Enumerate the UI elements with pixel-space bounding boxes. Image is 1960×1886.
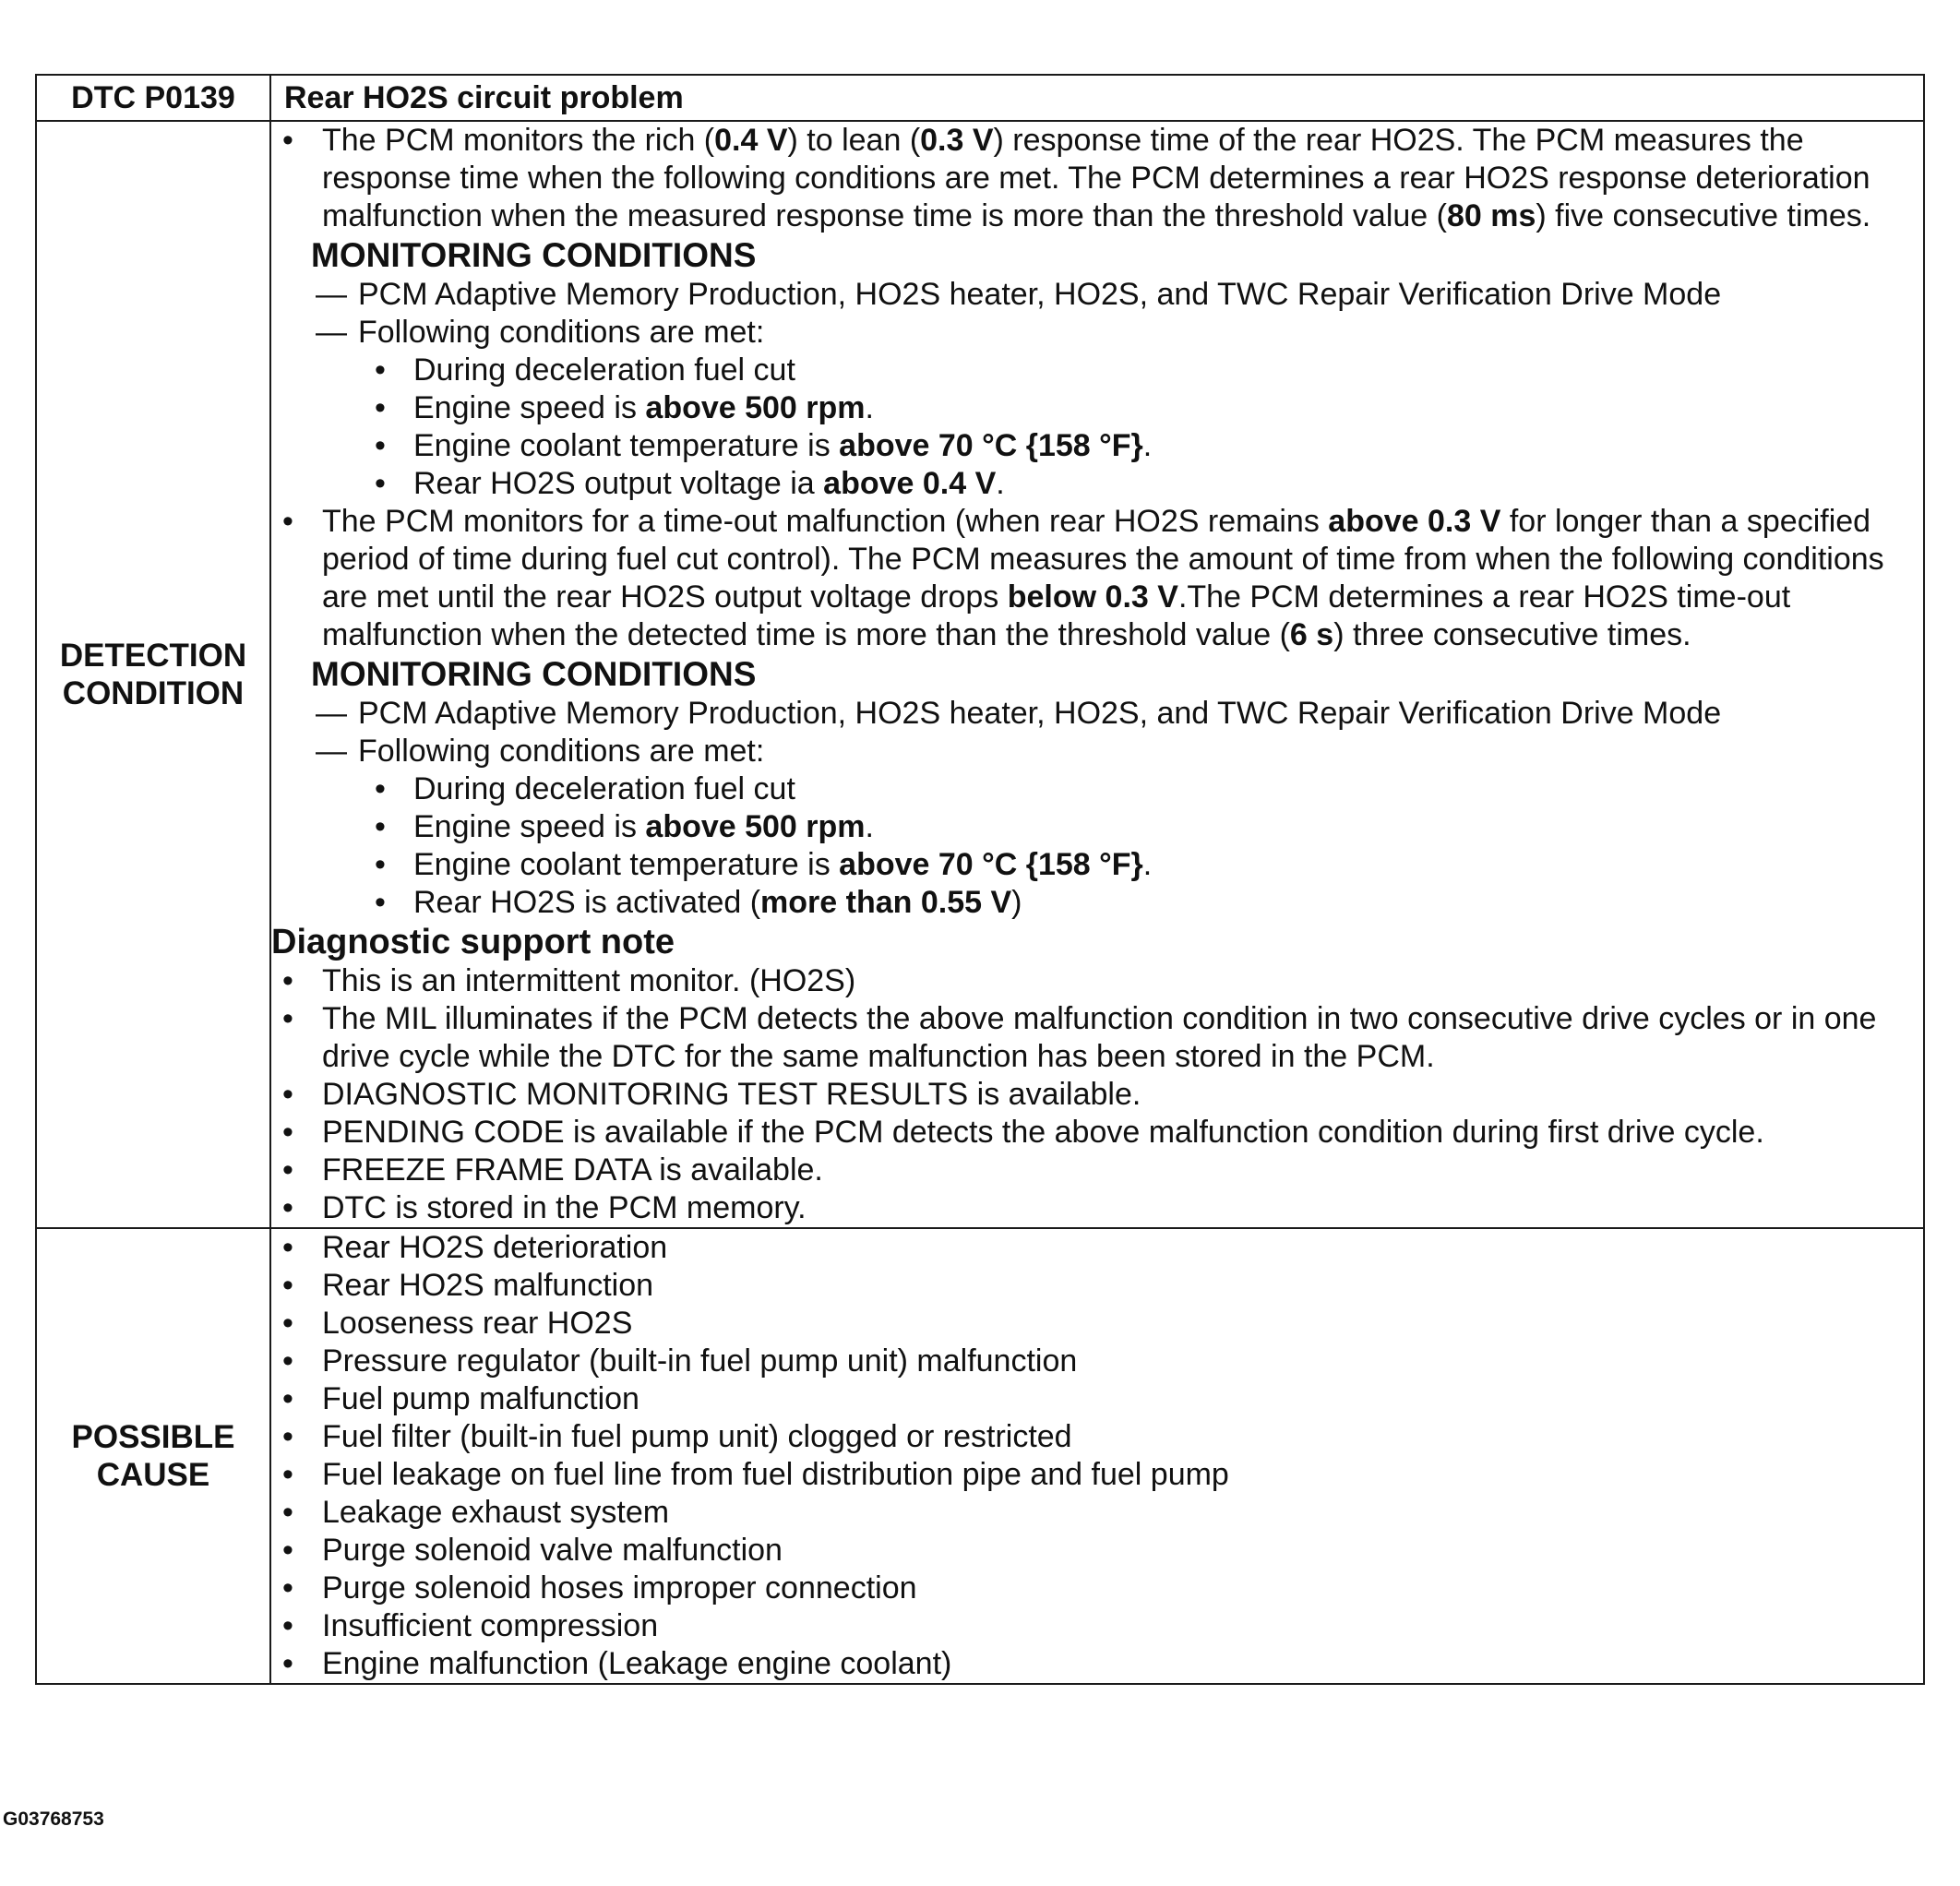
support-note-item: • PENDING CODE is available if the PCM detects the above malfunction condition during first drive cycle. bbox=[271, 1114, 1923, 1152]
cause-item: • Leakage exhaust system bbox=[271, 1494, 1923, 1532]
cause-item: • Pressure regulator (built-in fuel pump unit) malfunction bbox=[271, 1343, 1923, 1380]
monitoring-condition-item: — Following conditions are met: bbox=[271, 314, 1923, 352]
support-note-item: • The MIL illuminates if the PCM detects the above malfunction condition in two consecutive drive cycles or in one drive cycle while the DTC for the same malfunction has been stored in the PCM. bbox=[271, 1000, 1923, 1076]
cause-item: • Looseness rear HO2S bbox=[271, 1305, 1923, 1343]
support-note-item: • FREEZE FRAME DATA is available. bbox=[271, 1152, 1923, 1189]
cause-item: • Purge solenoid valve malfunction bbox=[271, 1532, 1923, 1570]
cause-item: • Rear HO2S malfunction bbox=[271, 1267, 1923, 1305]
cause-item: • Insufficient compression bbox=[271, 1607, 1923, 1645]
cause-item: • Fuel leakage on fuel line from fuel distribution pipe and fuel pump bbox=[271, 1456, 1923, 1494]
condition-subitem: • During deceleration fuel cut bbox=[271, 352, 1923, 389]
support-note-item: • This is an intermittent monitor. (HO2S) bbox=[271, 962, 1923, 1000]
cause-label-line2: CAUSE bbox=[96, 1457, 210, 1493]
diagnostic-support-note-heading: Diagnostic support note bbox=[271, 923, 675, 961]
cause-row bbox=[36, 1228, 1924, 1684]
detection-bullet-timeout: • The PCM monitors for a time-out malfunction (when rear HO2S remains above 0.3 V for longer than a specified period of time during fuel cut control). The PCM measures the amount of time from when the following conditions are met until the rear HO2S output voltage drops below 0.3 V.The PCM determines a rear HO2S time-out malfunction when the detected time is more than the threshold value (6 s) three consecutive times. bbox=[271, 503, 1923, 654]
support-note-item: • DIAGNOSTIC MONITORING TEST RESULTS is available. bbox=[271, 1076, 1923, 1114]
header-row bbox=[36, 75, 1924, 121]
support-note-item: • DTC is stored in the PCM memory. bbox=[271, 1189, 1923, 1227]
cause-item: • Fuel pump malfunction bbox=[271, 1380, 1923, 1418]
cause-label-line1: POSSIBLE bbox=[71, 1419, 235, 1455]
condition-subitem: • Engine coolant temperature is above 70 °C {158 °F}. bbox=[271, 427, 1923, 465]
detection-label bbox=[36, 121, 270, 1228]
condition-subitem: • Engine speed is above 500 rpm. bbox=[271, 389, 1923, 427]
condition-subitem: • Rear HO2S output voltage ia above 0.4 V. bbox=[271, 465, 1923, 503]
condition-subitem: • During deceleration fuel cut bbox=[271, 770, 1923, 808]
condition-subitem: • Engine speed is above 500 rpm. bbox=[271, 808, 1923, 846]
cause-item: • Engine malfunction (Leakage engine coolant) bbox=[271, 1645, 1923, 1683]
detection-bullet-response: • The PCM monitors the rich (0.4 V) to lean (0.3 V) response time of the rear HO2S. The PCM measures the response time when the following conditions are met. The PCM determines a rear HO2S response deterioration malfunction when the measured response time is more than the threshold value (80 ms) five consecutive times. bbox=[271, 122, 1923, 235]
dtc-table bbox=[35, 74, 1925, 1685]
cause-item: • Fuel filter (built-in fuel pump unit) clogged or restricted bbox=[271, 1418, 1923, 1456]
dtc-title: Rear HO2S circuit problem bbox=[270, 75, 1924, 121]
detection-content bbox=[270, 121, 1924, 1228]
monitoring-conditions-heading: MONITORING CONDITIONS bbox=[311, 236, 757, 274]
cause-item: • Rear HO2S deterioration bbox=[271, 1229, 1923, 1267]
figure-id: G03768753 bbox=[3, 1808, 104, 1830]
cause-content bbox=[270, 1228, 1924, 1684]
detection-label-line2: CONDITION bbox=[62, 675, 245, 711]
monitoring-conditions-heading: MONITORING CONDITIONS bbox=[311, 655, 757, 693]
monitoring-condition-item: — Following conditions are met: bbox=[271, 733, 1923, 770]
monitoring-condition-item: — PCM Adaptive Memory Production, HO2S heater, HO2S, and TWC Repair Verification Drive Mode bbox=[271, 276, 1923, 314]
dtc-code: DTC P0139 bbox=[36, 75, 270, 121]
cause-label bbox=[36, 1228, 270, 1684]
detection-label-line1: DETECTION bbox=[59, 638, 247, 674]
condition-subitem: • Engine coolant temperature is above 70 °C {158 °F}. bbox=[271, 846, 1923, 884]
condition-subitem: • Rear HO2S is activated (more than 0.55 V) bbox=[271, 884, 1923, 922]
detection-row bbox=[36, 121, 1924, 1228]
cause-item: • Purge solenoid hoses improper connection bbox=[271, 1570, 1923, 1607]
monitoring-condition-item: — PCM Adaptive Memory Production, HO2S heater, HO2S, and TWC Repair Verification Drive Mode bbox=[271, 695, 1923, 733]
